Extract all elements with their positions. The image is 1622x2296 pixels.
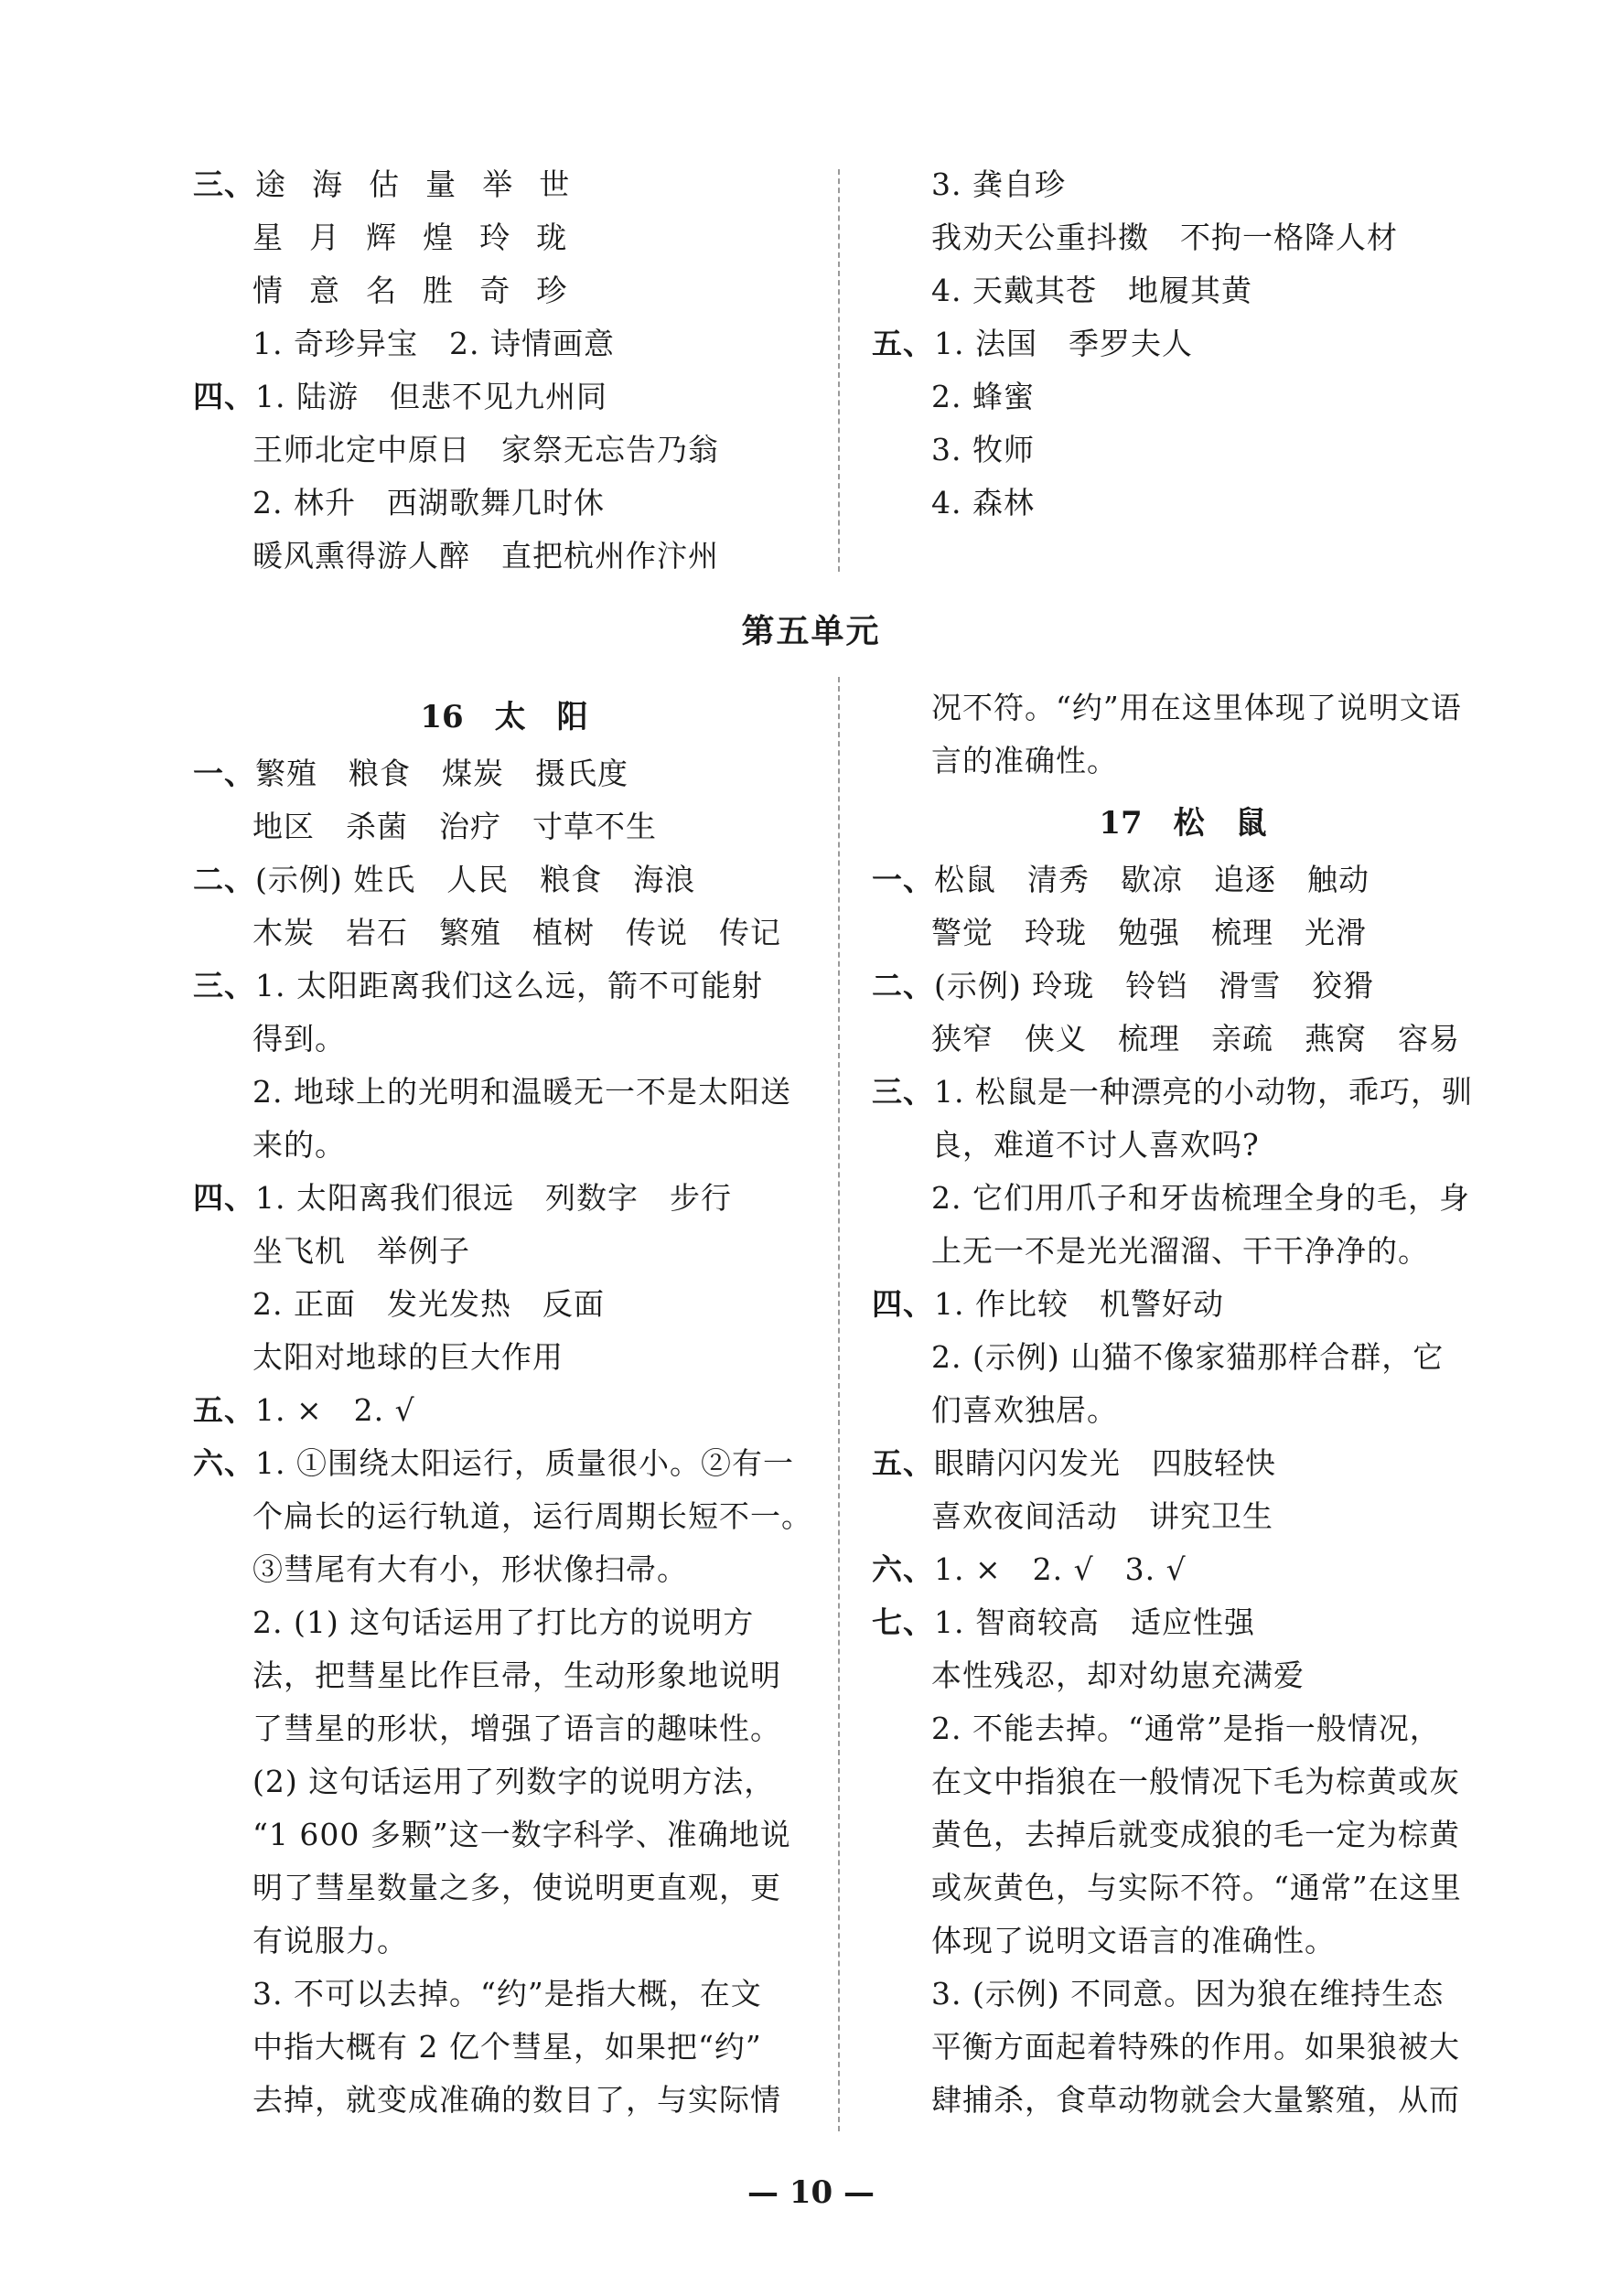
- answer-line: [193, 1445, 794, 1482]
- answer-line: [252, 1817, 791, 1853]
- top-s5-row-2: 2. 蜂蜜: [931, 379, 1035, 414]
- section-label: 二、: [193, 862, 255, 897]
- answer-text: 2. 正面 发光发热 反面: [252, 1286, 605, 1322]
- right-cont-row-1: 况不符。“约”用在这里体现了说明文语: [931, 690, 1462, 725]
- char: 途: [255, 166, 286, 202]
- section-label: 三、: [193, 166, 255, 202]
- answer-line: [872, 1604, 1255, 1641]
- char: 名: [366, 273, 398, 308]
- answer-line: [931, 1180, 1470, 1217]
- answer-line: [252, 915, 781, 951]
- answer-line: [193, 1392, 415, 1429]
- answer-line: [252, 1074, 791, 1110]
- answer-text: 得到。: [252, 1021, 346, 1057]
- section-label: 二、: [872, 968, 934, 1003]
- section-label: 五、: [193, 1392, 255, 1428]
- answer-line: [931, 1498, 1273, 1535]
- answer-line: [193, 862, 695, 898]
- top-s4-row-1: [193, 379, 607, 415]
- lesson-title-17: 17 松 鼠: [1099, 805, 1267, 842]
- section-label: 五、: [872, 1445, 934, 1481]
- answer-line: [931, 1870, 1462, 1906]
- answer-line: [252, 1764, 775, 1800]
- answer-line: [931, 1923, 1336, 1959]
- answer-text: 肆捕杀，食草动物就会大量繁殖，从而: [931, 2082, 1460, 2118]
- answer-text: 1. 松鼠是一种漂亮的小动物，乖巧，驯: [934, 1074, 1473, 1110]
- answer-text: 太阳对地球的巨大作用: [252, 1339, 564, 1375]
- top-right-row-3: 4. 天戴其苍 地履其黄: [931, 273, 1252, 308]
- char: 世: [539, 166, 571, 202]
- answer-text: 2. 地球上的光明和温暖无一不是太阳送: [252, 1074, 791, 1110]
- answer-text: 1. 智商较高 适应性强: [934, 1604, 1255, 1640]
- char: 珑: [536, 220, 568, 255]
- answer-text: 2. 它们用爪子和牙齿梳理全身的毛，身: [931, 1180, 1470, 1216]
- section-label: 四、: [193, 1180, 255, 1216]
- top-s5-row-3: 3. 牧师: [931, 432, 1035, 467]
- answer-text: “1 600 多颗”这一数字科学、准确地说: [252, 1817, 791, 1852]
- answer-line: [931, 2082, 1460, 2119]
- section-label: 五、: [872, 326, 934, 361]
- answer-line: [252, 1604, 754, 1641]
- answer-line: [872, 1286, 1224, 1323]
- answer-line: [252, 1233, 470, 1270]
- answer-line: [252, 1339, 564, 1376]
- top-s5-row-4: 4. 森林: [931, 485, 1035, 520]
- answer-text: (示例) 玲珑 铃铛 滑雪 狡猾: [934, 968, 1375, 1003]
- answer-text: 松鼠 清秀 歇凉 追逐 触动: [934, 862, 1370, 897]
- answer-text: 3. 不可以去掉。“约”是指大概，在文: [252, 1976, 762, 2012]
- answer-text: 良，难道不讨人喜欢吗?: [931, 1127, 1260, 1163]
- answer-text: 明了彗星数量之多，使说明更直观，更: [252, 1870, 781, 1905]
- answer-text: (2) 这句话运用了列数字的说明方法，: [252, 1764, 776, 1799]
- column-divider-bottom: [838, 677, 840, 2131]
- answer-text: 体现了说明文语言的准确性。: [931, 1923, 1336, 1958]
- answer-text: 3. (示例) 不同意。因为狼在维持生态: [931, 1976, 1445, 2012]
- answer-text: 木炭 岩石 繁殖 植树 传说 传记: [252, 915, 781, 950]
- top-s4-row-3: 2. 林升 西湖歌舞几时休: [252, 485, 605, 520]
- answer-line: [252, 1127, 346, 1164]
- answer-line: [252, 1498, 812, 1535]
- answer-text: 了彗星的形状，增强了语言的趣味性。: [252, 1711, 781, 1746]
- answer-line: [931, 1392, 1118, 1429]
- char: 意: [309, 273, 341, 308]
- answer-line: [931, 1764, 1460, 1800]
- section-label: 三、: [872, 1074, 934, 1110]
- answer-line: [872, 1445, 1276, 1482]
- top-s3-row-4: 1. 奇珍异宝 2. 诗情画意: [252, 326, 615, 361]
- answer-text: 1. 陆游 但悲不见九州同: [255, 379, 607, 414]
- answer-text: 2. (示例) 山猫不像家猫那样合群，它: [931, 1339, 1445, 1375]
- answer-line: [252, 1711, 781, 1747]
- section-label: 一、: [193, 756, 255, 791]
- top-s3-row-2: [252, 220, 567, 256]
- section-label: 三、: [193, 968, 255, 1003]
- lesson-title-16: 16 太 阳: [420, 699, 588, 735]
- answer-line: [931, 1021, 1460, 1057]
- char: 月: [309, 220, 341, 255]
- answer-line: [931, 1976, 1444, 2012]
- answer-line: [252, 1976, 762, 2012]
- section-label: 六、: [193, 1445, 255, 1481]
- top-s4-row-2: 王师北定中原日 家祭无忘告乃翁: [252, 432, 719, 467]
- answer-line: [931, 1711, 1441, 1747]
- answer-line: [931, 1127, 1260, 1164]
- answer-line: [252, 1870, 781, 1906]
- section-label: 六、: [872, 1551, 934, 1587]
- answer-text: 1. × 2. √ 3. √: [934, 1551, 1187, 1587]
- answer-text: 1. 作比较 机警好动: [934, 1286, 1224, 1322]
- section-label: 四、: [872, 1286, 934, 1322]
- column-divider-top: [838, 169, 840, 572]
- answer-line: [931, 915, 1367, 951]
- answer-text: 黄色，去掉后就变成狼的毛一定为棕黄: [931, 1817, 1460, 1852]
- right-cont-row-2: 言的准确性。: [931, 743, 1118, 778]
- answer-line: [193, 968, 763, 1004]
- answer-text: 警觉 玲珑 勉强 梳理 光滑: [931, 915, 1367, 950]
- char: 估: [369, 166, 401, 202]
- answer-line: [872, 968, 1374, 1004]
- char: 煌: [423, 220, 455, 255]
- answer-text: 1. 太阳距离我们这么远，箭不可能射: [255, 968, 763, 1003]
- page-number: — 10 —: [747, 2174, 875, 2211]
- answer-text: 1. 太阳离我们很远 列数字 步行: [255, 1180, 732, 1216]
- char: 辉: [366, 220, 398, 255]
- answer-text: 去掉，就变成准确的数目了，与实际情: [252, 2082, 781, 2118]
- answer-line: [252, 809, 657, 845]
- answer-line: [252, 1923, 408, 1959]
- answer-text: 2. 不能去掉。“通常”是指一般情况，: [931, 1711, 1441, 1746]
- answer-line: [252, 2029, 762, 2065]
- unit-title: 第五单元: [741, 612, 881, 650]
- top-right-row-2: 我劝天公重抖擞 不拘一格降人材: [931, 220, 1398, 255]
- section-label: 七、: [872, 1604, 934, 1640]
- top-s3-row-3: [252, 273, 567, 309]
- answer-text: 法，把彗星比作巨帚，生动形象地说明: [252, 1658, 781, 1693]
- answer-text: 中指大概有 2 亿个彗星，如果把“约”: [252, 2029, 762, 2065]
- answer-text: 上无一不是光光溜溜、干干净净的。: [931, 1233, 1429, 1269]
- char: 海: [312, 166, 344, 202]
- answer-text: 坐飞机 举例子: [252, 1233, 470, 1269]
- answer-text: 在文中指狼在一般情况下毛为棕黄或灰: [931, 1764, 1460, 1799]
- answer-text: 狭窄 侠义 梳理 亲疏 燕窝 容易: [931, 1021, 1460, 1057]
- answer-line: [252, 2082, 781, 2119]
- answer-line: [252, 1286, 605, 1323]
- char: 奇: [479, 273, 511, 308]
- top-right-row-1: 3. 龚自珍: [931, 166, 1066, 202]
- answer-text: 1. ①围绕太阳运行，质量很小。②有一: [255, 1445, 794, 1481]
- answer-line: [931, 1339, 1444, 1376]
- answer-line: [193, 1180, 732, 1217]
- answer-text: 或灰黄色，与实际不符。“通常”在这里: [931, 1870, 1462, 1905]
- top-s5-row-1: [872, 326, 1193, 362]
- answer-line: [872, 1551, 1187, 1588]
- char: 星: [252, 220, 284, 255]
- answer-text: 1. 法国 季罗夫人: [934, 326, 1193, 361]
- answer-line: [872, 862, 1370, 898]
- answer-text: 繁殖 粮食 煤炭 摄氏度: [255, 756, 628, 791]
- char: 胜: [423, 273, 455, 308]
- answer-text: 2. (1) 这句话运用了打比方的说明方: [252, 1604, 755, 1640]
- answer-line: [931, 1233, 1429, 1270]
- answer-line: [931, 1658, 1305, 1694]
- answer-line: [872, 1074, 1473, 1110]
- answer-text: 平衡方面起着特殊的作用。如果狼被大: [931, 2029, 1460, 2065]
- char: 玲: [479, 220, 511, 255]
- answer-text: 们喜欢独居。: [931, 1392, 1118, 1428]
- char: 珍: [536, 273, 568, 308]
- answer-text: 1. × 2. √: [255, 1392, 415, 1428]
- answer-line: [252, 1658, 781, 1694]
- answer-text: 眼睛闪闪发光 四肢轻快: [934, 1445, 1276, 1481]
- answer-line: [252, 1021, 346, 1057]
- answer-line: [931, 1817, 1460, 1853]
- answer-text: 个扁长的运行轨道，运行周期长短不一。: [252, 1498, 812, 1534]
- answer-line: [931, 2029, 1460, 2065]
- answer-text: (示例) 姓氏 人民 粮食 海浪: [255, 862, 696, 897]
- answer-line: [252, 1551, 688, 1588]
- answer-text: 有说服力。: [252, 1923, 408, 1958]
- answer-text: 来的。: [252, 1127, 346, 1163]
- char: 举: [482, 166, 514, 202]
- char: 情: [252, 273, 284, 308]
- char: 量: [425, 166, 457, 202]
- top-s4-row-4: 暖风熏得游人醉 直把杭州作汴州: [252, 538, 719, 574]
- answer-text: 喜欢夜间活动 讲究卫生: [931, 1498, 1273, 1534]
- section-label: 四、: [193, 379, 255, 414]
- answer-text: 地区 杀菌 治疗 寸草不生: [252, 809, 657, 844]
- top-s3-row-1: [193, 166, 570, 203]
- section-label: 一、: [872, 862, 934, 897]
- answer-text: ③彗尾有大有小，形状像扫帚。: [252, 1551, 688, 1587]
- answer-text: 本性残忍，却对幼崽充满爱: [931, 1658, 1305, 1693]
- answer-line: [193, 756, 628, 792]
